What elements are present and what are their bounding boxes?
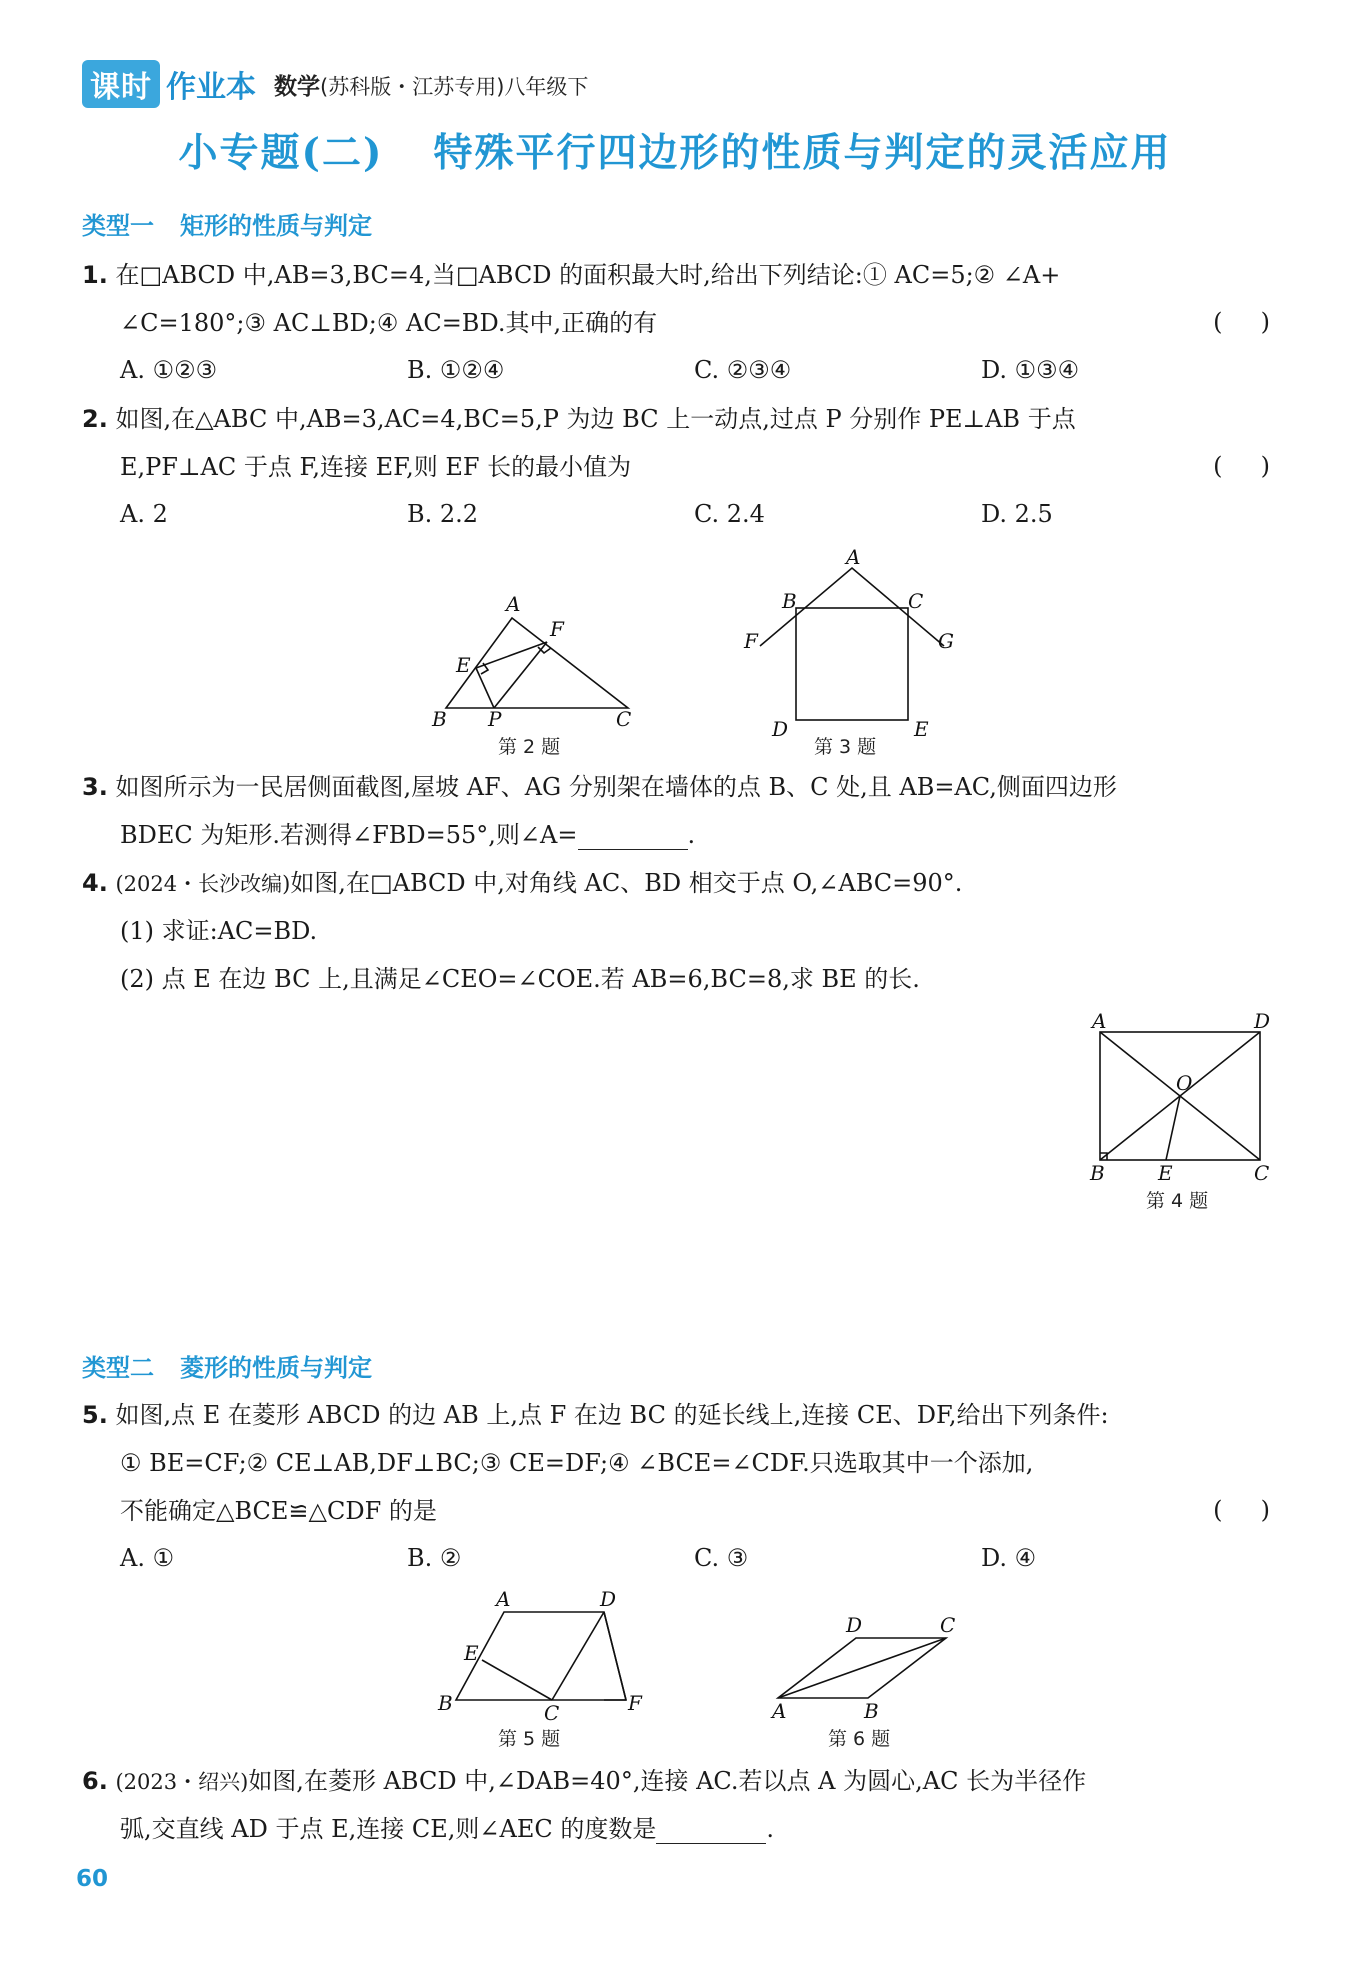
q6-text1: 如图,在菱形 ABCD 中,∠DAB=40°,连接 AC.若以点 A 为圆心,AC 长为半径作: [248, 1767, 1087, 1795]
label-c: C: [940, 1614, 956, 1637]
figure-caption: 第 2 题: [498, 736, 561, 758]
q5-line3: 不能确定△BCE≌△CDF 的是: [120, 1497, 437, 1525]
label-c: C: [544, 1701, 560, 1725]
brand-logo: 课时: [82, 60, 160, 108]
option-b: B. ①②④: [407, 356, 505, 384]
section-label: 类型二: [82, 1354, 154, 1382]
page-title: [0, 122, 1350, 178]
q5-line1: [82, 1400, 1109, 1430]
option-d: D. 2.5: [981, 500, 1053, 528]
label-p: P: [488, 707, 502, 731]
q3-text1: 如图所示为一民居侧面截图,屋坡 AF、AG 分别架在墙体的点 B、C 处,且 AB=AC,侧面四边形: [115, 773, 1117, 801]
figure-caption: 第 3 题: [814, 736, 877, 758]
q3-line2: [120, 820, 695, 850]
question-number: 2.: [82, 405, 108, 433]
label-e: E: [456, 653, 471, 677]
label-b: B: [864, 1699, 879, 1723]
section-type2: [82, 1348, 372, 1383]
figure-caption: 第 4 题: [1146, 1190, 1209, 1212]
answer-blank[interactable]: [656, 1843, 766, 1844]
q4-part1: (1) 求证:AC=BD.: [120, 917, 318, 945]
section-name: 菱形的性质与判定: [180, 1354, 372, 1382]
label-b: B: [432, 707, 447, 731]
figure-q5: [430, 1588, 650, 1728]
q5-line2: ① BE=CF;② CE⊥AB,DF⊥BC;③ CE=DF;④ ∠BCE=∠CDF.只选取其中一个添加,: [120, 1449, 1034, 1477]
answer-paren: ( ): [1213, 1496, 1270, 1524]
q6-line1: [82, 1766, 1086, 1797]
option-c: C. ②③④: [694, 356, 792, 384]
q1-line2: ∠C=180°;③ AC⊥BD;④ AC=BD.其中,正确的有: [120, 309, 658, 337]
label-a: A: [496, 1588, 511, 1611]
rect-bdec: [796, 608, 908, 720]
figure-caption: 第 6 题: [828, 1728, 891, 1750]
label-d: D: [772, 717, 789, 736]
question-number: 6.: [82, 1767, 108, 1795]
label-f: F: [550, 617, 564, 641]
title-part2: 特殊平行四边形的性质与判定的灵活应用: [433, 130, 1172, 176]
right-angle-f: [538, 647, 551, 653]
q1-text1: 在□ABCD 中,AB=3,BC=4,当□ABCD 的面积最大时,给出下列结论:① AC=5;② ∠A+: [115, 261, 1061, 289]
option-d: D. ④: [981, 1544, 1037, 1572]
q1-line1: [82, 260, 1060, 290]
q4-line1: [82, 868, 962, 899]
label-b: B: [782, 589, 797, 613]
label-a: A: [772, 1699, 787, 1723]
segment-dc: [552, 1612, 604, 1700]
question-number: 3.: [82, 773, 108, 801]
label-d: D: [600, 1588, 617, 1611]
q6-line2: [120, 1814, 774, 1844]
segment-df: [604, 1612, 626, 1700]
label-b: B: [438, 1691, 453, 1715]
question-number: 5.: [82, 1401, 108, 1429]
book-header: [82, 62, 588, 106]
answer-paren: ( ): [1213, 452, 1270, 480]
label-a: A: [1092, 1009, 1107, 1033]
option-a: A. ①: [120, 1544, 175, 1572]
section-name: 矩形的性质与判定: [180, 212, 372, 240]
label-d: D: [1254, 1009, 1271, 1033]
figure-q2: [420, 590, 640, 740]
page-number: 60: [76, 1866, 109, 1892]
q2-line2: E,PF⊥AC 于点 F,连接 EF,则 EF 长的最小值为: [120, 453, 632, 481]
figure-caption: 第 5 题: [498, 1728, 561, 1750]
segment-pe: [476, 668, 494, 708]
figure-q4: [1086, 1008, 1276, 1188]
label-c: C: [616, 707, 632, 731]
section-type1: [82, 206, 372, 241]
option-c: C. ③: [694, 1544, 749, 1572]
q3-end: .: [687, 821, 696, 849]
q3-line1: [82, 772, 1117, 802]
option-a: A. ①②③: [120, 356, 218, 384]
option-d: D. ①③④: [981, 356, 1080, 384]
option-a: A. 2: [120, 500, 168, 528]
brand-name: 作业本: [166, 70, 256, 105]
label-a: A: [506, 592, 521, 616]
label-o: O: [1176, 1071, 1193, 1095]
q3-text2: BDEC 为矩形.若测得∠FBD=55°,则∠A=: [120, 821, 578, 849]
q4-source: (2024・长沙改编): [115, 872, 291, 896]
section-label: 类型一: [82, 212, 154, 240]
subject: 数学: [274, 73, 320, 100]
label-e: E: [1158, 1161, 1173, 1185]
q4-text1: 如图,在□ABCD 中,对角线 AC、BD 相交于点 O,∠ABC=90°.: [290, 869, 963, 897]
q6-end: .: [766, 1815, 774, 1843]
answer-blank[interactable]: [578, 849, 688, 850]
diagonal-ac: [778, 1638, 946, 1698]
figure-q6: [768, 1614, 968, 1724]
q6-source: (2023・绍兴): [115, 1770, 249, 1794]
q2-text1: 如图,在△ABC 中,AB=3,AC=4,BC=5,P 为边 BC 上一动点,过点 P 分别作 PE⊥AB 于点: [115, 405, 1076, 433]
label-g: G: [938, 629, 954, 653]
label-f: F: [744, 629, 758, 653]
triangle-abc: [446, 618, 628, 708]
title-part1: 小专题(二): [178, 130, 384, 176]
q2-line1: [82, 404, 1076, 434]
option-b: B. ②: [407, 1544, 462, 1572]
q5-text1: 如图,点 E 在菱形 ABCD 的边 AB 上,点 F 在边 BC 的延长线上,连接 CE、DF,给出下列条件:: [115, 1401, 1109, 1429]
label-b: B: [1090, 1161, 1105, 1185]
q4-part2: (2) 点 E 在边 BC 上,且满足∠CEO=∠COE.若 AB=6,BC=8,求 BE 的长.: [120, 965, 920, 993]
question-number: 1.: [82, 261, 108, 289]
q6-text2: 弧,交直线 AD 于点 E,连接 CE,则∠AEC 的度数是: [120, 1815, 657, 1843]
label-d: D: [846, 1614, 863, 1637]
rhombus-abcd: [456, 1612, 626, 1700]
label-e: E: [914, 717, 929, 736]
label-a: A: [846, 546, 861, 569]
book-info: [274, 68, 588, 101]
label-f: F: [628, 1691, 642, 1715]
edition: (苏科版・江苏专用)八年级下: [320, 74, 589, 99]
segment-ec: [482, 1660, 552, 1700]
answer-paren: ( ): [1213, 308, 1270, 336]
label-e: E: [464, 1641, 479, 1665]
option-c: C. 2.4: [694, 500, 765, 528]
label-c: C: [908, 589, 924, 613]
label-c: C: [1254, 1161, 1270, 1185]
figure-q3: [736, 546, 966, 736]
question-number: 4.: [82, 869, 108, 897]
option-b: B. 2.2: [407, 500, 479, 528]
